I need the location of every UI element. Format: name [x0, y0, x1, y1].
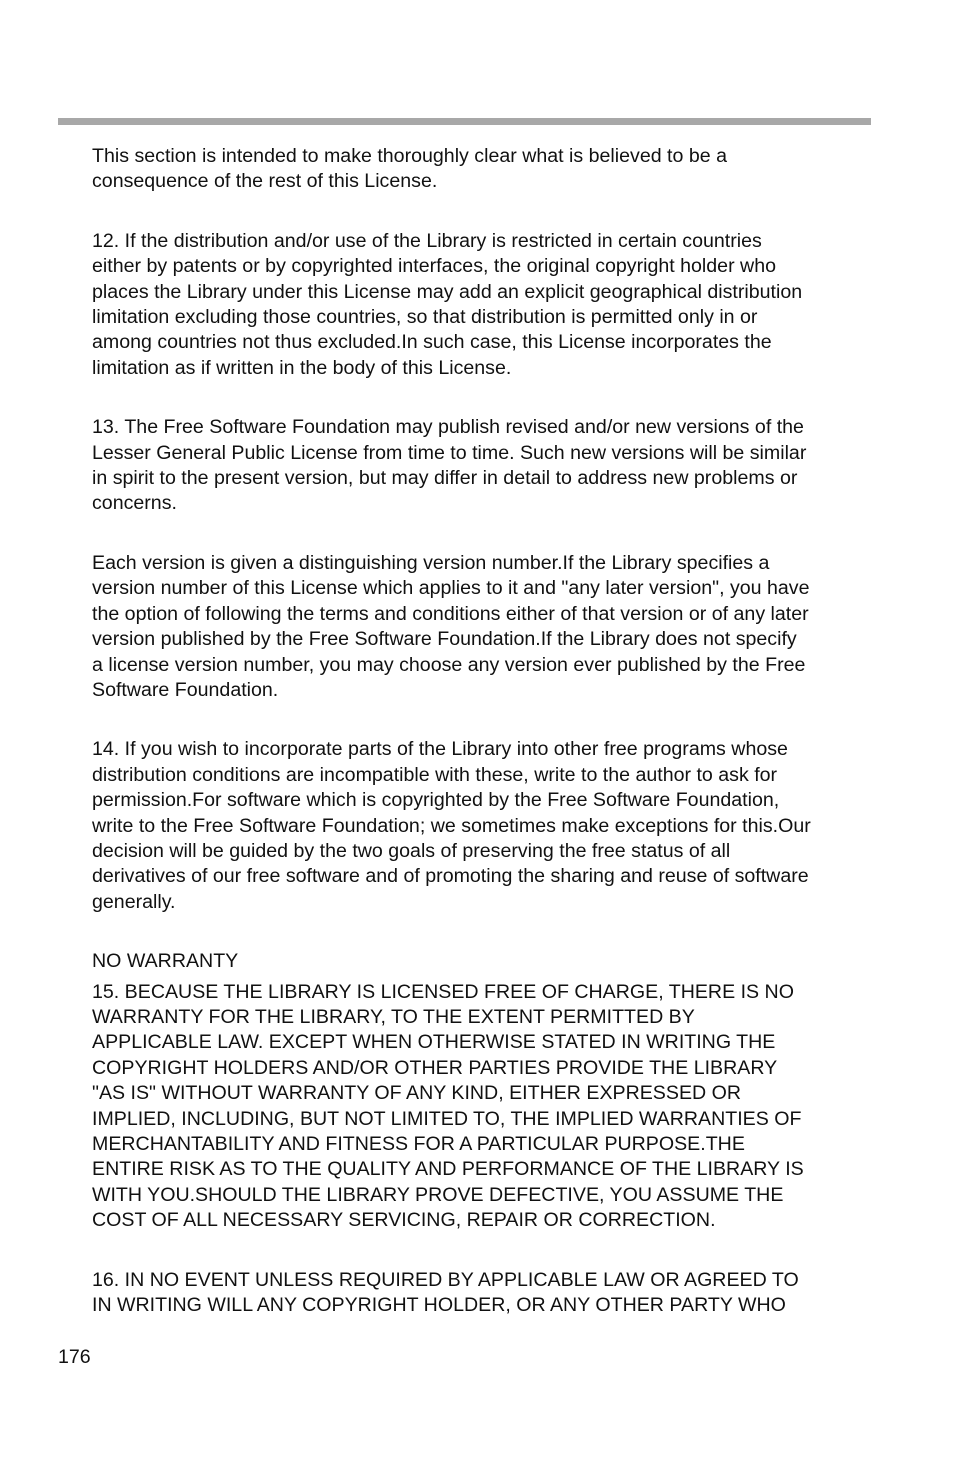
heading-no-warranty: NO WARRANTY	[92, 950, 239, 973]
paragraph-clause-14: 14. If you wish to incorporate parts of the Library into other free programs whose distribution conditions are incompatible with these, write to the author to ask for permission.For software which is copyrighted by the Free Software Foundation, write to the Free Software Foundation; we sometimes make exceptions for this.Our decision will be guided by the two goals of preserving the free status of all derivatives of our free software and of promoting the sharing and reuse of software generally.	[92, 738, 811, 913]
paragraph-clause-16: 16. IN NO EVENT UNLESS REQUIRED BY APPLICABLE LAW OR AGREED TO IN WRITING WILL ANY COPYRIGHT HOLDER, OR ANY OTHER PARTY WHO	[92, 1268, 799, 1317]
paragraph-clause-15: 15. BECAUSE THE LIBRARY IS LICENSED FREE OF CHARGE, THERE IS NO WARRANTY FOR THE LIBRARY, TO THE EXTENT PERMITTED BY APPLICABLE LAW. EXCEPT WHEN OTHERWISE STATED IN WRITING THE COPYRIGHT HOLDERS AND/OR OTHER PARTIES PROVIDE THE LIBRARY "AS IS" WITHOUT WARRANTY OF ANY KIND, EITHER EXPRESSED OR IMPLIED, INCLUDING, BUT NOT LIMITED TO, THE IMPLIED WARRANTIES OF MERCHANTABILITY AND FITNESS FOR A PARTICULAR PURPOSE.THE ENTIRE RISK AS TO THE QUALITY AND PERFORMANCE OF THE LIBRARY IS WITH YOU.SHOULD THE LIBRARY PROVE DEFECTIVE, YOU ASSUME THE COST OF ALL NECESSARY SERVICING, REPAIR OR CORRECTION.	[92, 980, 804, 1232]
paragraph-clause-12: 12. If the distribution and/or use of the Library is restricted in certain countries either by patents or by copyrighted interfaces, the original copyright holder who places the Library under this License may add an explicit geographical distribution limitation excluding those countries, so that distribution is permitted only in or among countries not thus excluded.In such case, this License incorporates the limitation as if written in the body of this License.	[92, 229, 803, 379]
license-text-body	[92, 144, 872, 1352]
page-number: 176	[58, 1346, 91, 1368]
header-rule	[58, 118, 871, 125]
paragraph-section-intent: This section is intended to make thoroughly clear what is believed to be a consequence of the rest of this License.	[92, 145, 727, 193]
paragraph-clause-13: 13. The Free Software Foundation may publish revised and/or new versions of the Lesser General Public License from time to time. Such new versions will be similar in spirit to the present version, but may differ in detail to address new problems or concerns.	[92, 416, 807, 515]
paragraph-version-number: Each version is given a distinguishing version number.If the Library specifies a version number of this License which applies to it and "any later version", you have the option of following the terms and conditions either of that version or of any later version published by the Free Software Foundation.If the Library does not specify a license version number, you may choose any version ever published by the Free Software Foundation.	[92, 551, 810, 701]
